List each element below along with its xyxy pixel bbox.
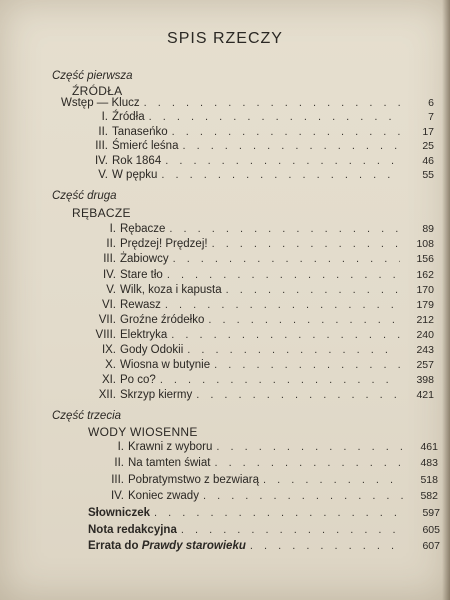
entry-title: Elektryka (120, 329, 168, 341)
toc-entry (80, 314, 434, 329)
entry-number: IV. (102, 269, 116, 281)
entry-page: 179 (416, 299, 434, 311)
entry-number: I. (117, 441, 124, 453)
leader-dots (173, 253, 400, 265)
toc-entry-glossary (88, 507, 440, 522)
entry-page: 597 (422, 507, 440, 519)
entry-title: Źródła (112, 111, 145, 123)
entry-page: 25 (422, 140, 434, 152)
leader-dots (226, 284, 400, 296)
entry-title: Stare tło (120, 269, 163, 281)
leader-dots (250, 540, 406, 552)
entry-title: Prędzej! Prędzej! (120, 238, 208, 250)
entry-number: II. (114, 457, 124, 469)
toc-entry (88, 474, 438, 489)
toc-entry-errata (88, 540, 440, 555)
entry-title: Rewasz (120, 299, 161, 311)
part-label-2: Część druga (52, 190, 117, 202)
entry-number: VII. (98, 314, 116, 326)
leader-dots (216, 441, 404, 453)
entry-title: Krawni z wyboru (128, 441, 213, 453)
entry-title: Nota redakcyjna (88, 524, 177, 536)
leader-dots (160, 374, 400, 386)
entry-page: 212 (416, 314, 434, 326)
entry-page: 170 (416, 284, 434, 296)
toc-entry (72, 111, 434, 126)
entry-title: Koniec zwady (128, 490, 199, 502)
leader-dots (165, 299, 400, 311)
leader-dots (214, 457, 404, 469)
leader-dots (214, 359, 400, 371)
toc-entry (52, 97, 434, 112)
leader-dots (182, 140, 400, 152)
entry-page: 162 (416, 269, 434, 281)
entry-page: 240 (416, 329, 434, 341)
toc-entry (88, 441, 438, 456)
leader-dots (171, 329, 400, 341)
entry-title: Groźne źródełko (120, 314, 205, 326)
entry-number: I. (101, 111, 108, 123)
toc-entry (88, 457, 438, 472)
entry-page: 108 (416, 238, 434, 250)
leader-dots (149, 111, 400, 123)
entry-page: 483 (420, 457, 438, 469)
toc-entry (80, 284, 434, 299)
entry-title: Errata do Prawdy starowieku (88, 540, 246, 552)
toc-entry-editorial-note (88, 524, 440, 539)
entry-page: 17 (422, 126, 434, 138)
entry-title: Po co? (120, 374, 156, 386)
entry-page: 461 (420, 441, 438, 453)
entry-number: III. (95, 140, 108, 152)
toc-entry (80, 389, 434, 404)
entry-title: Wstęp — Klucz (61, 97, 140, 109)
entry-title: Słowniczek (88, 507, 150, 519)
entry-page: 605 (422, 524, 440, 536)
entry-number: VIII. (95, 329, 116, 341)
entry-title: Rębacze (120, 223, 166, 235)
entry-number: VI. (101, 299, 116, 311)
entry-number: II. (106, 238, 116, 250)
entry-page: 607 (422, 540, 440, 552)
entry-number: IV. (94, 155, 108, 167)
entry-page: 582 (420, 490, 438, 502)
entry-title: Pobratymstwo z bezwiarą (128, 474, 260, 486)
toc-entry (72, 140, 434, 155)
part-heading-3: WODY WIOSENNE (88, 425, 198, 439)
toc-entry (80, 359, 434, 374)
toc-entry (72, 169, 434, 184)
toc-entry (72, 155, 434, 170)
toc-entry (80, 238, 434, 253)
entry-number: IX. (101, 344, 116, 356)
entry-title: Wilk, koza i kapusta (120, 284, 222, 296)
leader-dots (169, 223, 400, 235)
leader-dots (144, 97, 400, 109)
toc-entry (80, 299, 434, 314)
entry-page: 46 (422, 155, 434, 167)
leader-dots (208, 314, 400, 326)
entry-title: Skrzyp kiermy (120, 389, 193, 401)
part-heading-2: RĘBACZE (72, 206, 131, 220)
entry-page: 55 (422, 169, 434, 181)
leader-dots (203, 490, 404, 502)
entry-page: 257 (416, 359, 434, 371)
entry-number: I. (109, 223, 116, 235)
entry-number: XII. (98, 389, 116, 401)
entry-number: IV. (110, 490, 124, 502)
part-label-3: Część trzecia (52, 410, 122, 422)
entry-page: 421 (416, 389, 434, 401)
entry-page: 7 (428, 111, 434, 123)
entry-number: V. (98, 169, 108, 181)
entry-page: 89 (422, 223, 434, 235)
entry-number: II. (98, 126, 108, 138)
toc-entry (80, 344, 434, 359)
entry-title: Gody Odokii (120, 344, 184, 356)
entry-number: III. (103, 253, 116, 265)
toc-entry (88, 490, 438, 505)
leader-dots (154, 507, 406, 519)
entry-title: Śmierć leśna (112, 140, 179, 152)
entry-title: Tanaseńko (112, 126, 168, 138)
leader-dots (161, 169, 400, 181)
leader-dots (196, 389, 400, 401)
entry-number: X. (105, 359, 116, 371)
part-heading-1: ŹRÓDŁA (72, 84, 123, 98)
entry-number: V. (106, 284, 116, 296)
leader-dots (167, 269, 400, 281)
leader-dots (181, 524, 406, 536)
entry-title: Żabiowcy (120, 253, 169, 265)
entry-number: III. (111, 474, 124, 486)
entry-page: 518 (420, 474, 438, 486)
entry-number: XI. (101, 374, 116, 386)
toc-entry (80, 329, 434, 344)
entry-page: 243 (416, 344, 434, 356)
leader-dots (187, 344, 400, 356)
leader-dots (263, 474, 404, 486)
leader-dots (212, 238, 400, 250)
toc-entry (72, 126, 434, 141)
toc-entry (80, 374, 434, 389)
entry-page: 156 (416, 253, 434, 265)
toc-entry (80, 269, 434, 284)
leader-dots (165, 155, 400, 167)
toc-entry (80, 253, 434, 268)
leader-dots (172, 126, 400, 138)
entry-page: 398 (416, 374, 434, 386)
entry-page: 6 (428, 97, 434, 109)
entry-title: W pępku (112, 169, 158, 181)
page-title: SPIS RZECZY (167, 30, 283, 47)
entry-title: Wiosna w butynie (120, 359, 211, 371)
toc-entry (80, 223, 434, 238)
part-label-1: Część pierwsza (52, 70, 133, 82)
entry-title: Na tamten świat (128, 457, 211, 469)
entry-title: Rok 1864 (112, 155, 162, 167)
